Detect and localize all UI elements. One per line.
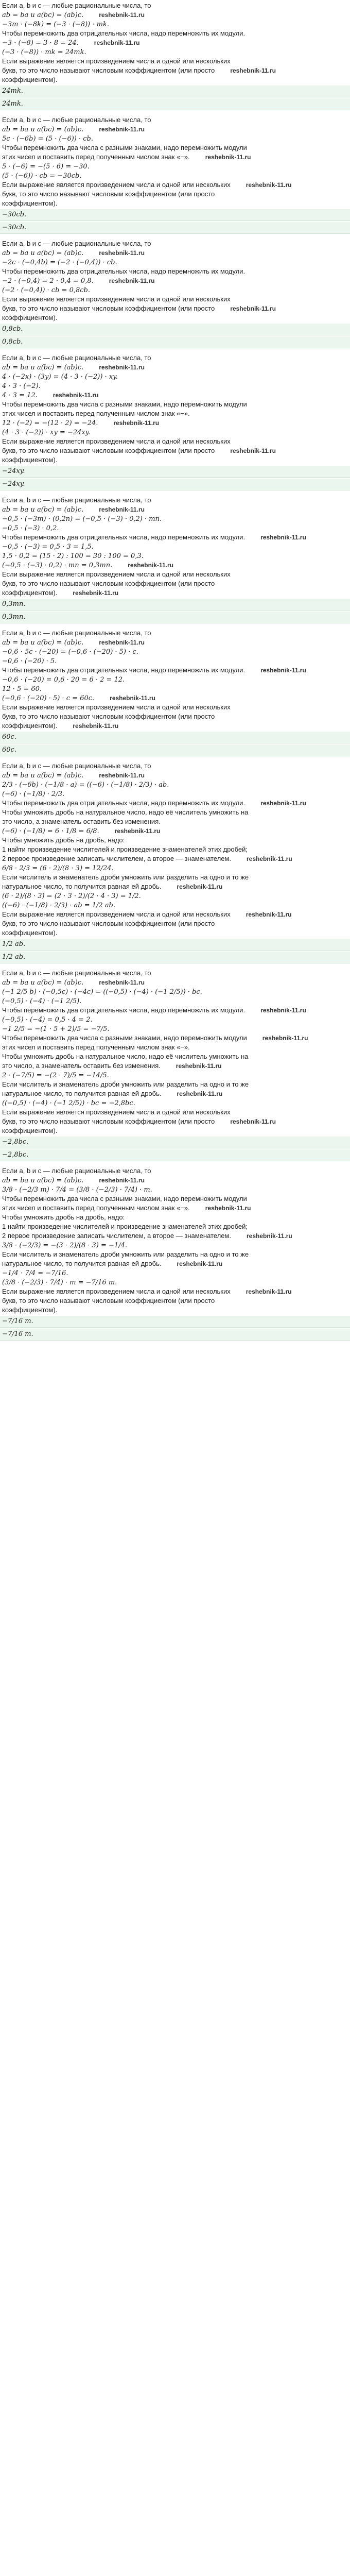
line-text: Если выражение является произведением числа и одной или нескольких <box>2 57 231 65</box>
answer-band: 60c. <box>0 744 350 756</box>
solution-line <box>2 693 348 703</box>
watermark: reshebnik-11.ru <box>260 667 306 674</box>
solution-line <box>2 1213 348 1222</box>
solution-line <box>2 1241 348 1250</box>
solution-line <box>2 629 348 638</box>
watermark: reshebnik-11.ru <box>230 447 276 454</box>
line-text: Если a, b и c — любые рациональные числа, то <box>2 969 151 977</box>
solution-block <box>2 629 348 761</box>
watermark: reshebnik-11.ru <box>246 1288 292 1295</box>
solution-line <box>2 703 348 712</box>
line-text: (−2 · (−0,4)) · cb = 0,8cb. <box>2 286 90 294</box>
solution-line <box>2 570 348 579</box>
line-text: (4 · 3 · (−2)) · xy = −24xy. <box>2 429 91 436</box>
line-text: (−0,5 · (−3) · 0,2) · mn = 0,3mn. <box>2 562 113 569</box>
line-text: Если выражение является произведением числа и одной или нескольких <box>2 1287 231 1295</box>
solution-line <box>2 47 348 57</box>
line-text: 3/8 · (−2/3 m) · 7/4 = (3/8 · (−2/3) · 7/4) · m. <box>2 1186 152 1194</box>
line-text: ab = ba и a(bc) = (ab)c. <box>2 1177 84 1184</box>
line-text: Чтобы умножить дробь на дробь, надо: <box>2 836 125 844</box>
line-text: ab = ba и a(bc) = (ab)c. <box>2 979 84 987</box>
watermark: reshebnik-11.ru <box>99 249 145 257</box>
solution-line <box>2 1166 348 1176</box>
watermark: reshebnik-11.ru <box>99 772 145 779</box>
solution-line <box>2 808 348 817</box>
line-text: букв, то это число называют числовым коэффициентом (или просто <box>2 920 215 927</box>
line-text: букв, то это число называют числовым коэффициентом (или просто <box>2 1297 215 1304</box>
line-text: Чтобы перемножить два отрицательных числа, надо перемножить их модули. <box>2 267 246 275</box>
solution-line <box>2 267 348 276</box>
watermark: reshebnik-11.ru <box>246 1232 292 1240</box>
solution-line <box>2 57 348 66</box>
solution-line <box>2 1306 348 1315</box>
solution-line <box>2 1204 348 1213</box>
solution-line <box>2 666 348 675</box>
solution-line <box>2 1071 348 1080</box>
solution-line <box>2 171 348 180</box>
line-text: Чтобы перемножить два отрицательных числа, надо перемножить их модули. <box>2 666 246 674</box>
line-text: −1 2/5 = −(1 · 5 + 2)/5 = −7/5. <box>2 1025 110 1033</box>
answer-band: 1/2 ab. <box>0 952 350 963</box>
watermark: reshebnik-11.ru <box>73 589 119 597</box>
line-text: 1 найти произведение числителей и произведение знаменателей этих дробей; <box>2 1223 248 1230</box>
solution-line <box>2 1231 348 1241</box>
solution-line <box>2 1194 348 1204</box>
watermark: reshebnik-11.ru <box>260 1007 306 1014</box>
solution-line <box>2 363 348 372</box>
line-text: −0,6 · (−20) · 5. <box>2 657 57 665</box>
answer-band: −7/16 m. <box>0 1316 350 1328</box>
solution-line <box>2 561 348 570</box>
line-text: 5 · (−6) = −(5 · 6) = −30. <box>2 163 90 171</box>
solution-line <box>2 910 348 919</box>
line-text: коэффициентом). <box>2 722 58 730</box>
watermark: reshebnik-11.ru <box>205 1205 251 1212</box>
line-text: Чтобы умножить дробь на дробь, надо: <box>2 1213 125 1221</box>
solution-line <box>2 1052 348 1061</box>
watermark: reshebnik-11.ru <box>99 506 145 513</box>
line-text: 12 · 5 = 60. <box>2 685 42 693</box>
solution-line <box>2 239 348 248</box>
watermark: reshebnik-11.ru <box>110 694 155 702</box>
solution-line <box>2 799 348 808</box>
line-text: это число, а знаменатель оставить без изменения. <box>2 818 161 825</box>
line-text: 4 · (−2x) · (3y) = (4 · 3 · (−2)) · xy. <box>2 373 118 381</box>
solution-block <box>2 115 348 239</box>
solution-line <box>2 199 348 208</box>
watermark: reshebnik-11.ru <box>113 419 160 427</box>
solution-block <box>2 1 348 115</box>
solution-line <box>2 134 348 143</box>
solution-line <box>2 1222 348 1231</box>
answer-band: 0,8cb. <box>0 336 350 348</box>
line-text: натуральное число, то получится равная ей дробь. <box>2 883 162 890</box>
line-text: (6 · 2)/(8 · 3) = (2 · 3 · 2)/(2 · 4 · 3) = 1/2. <box>2 892 141 900</box>
solution-line <box>2 295 348 304</box>
solution-line <box>2 638 348 647</box>
line-text: ab = ba и a(bc) = (ab)c. <box>2 126 84 133</box>
answer-band: −24xy. <box>0 466 350 478</box>
line-text: 3/8 · (−2/3) = −(3 · 2)/(8 · 3) = −1/4. <box>2 1242 127 1249</box>
watermark: reshebnik-11.ru <box>177 1260 223 1267</box>
solution-line <box>2 675 348 684</box>
line-text: букв, то это число называют числовым коэффициентом (или просто <box>2 1117 215 1125</box>
line-text: 2/3 · (−6b) · (−1/8 · a) = ((−6) · (−1/8) · 2/3) · ab. <box>2 781 169 789</box>
watermark: reshebnik-11.ru <box>99 126 145 133</box>
solution-line <box>2 523 348 533</box>
solution-line <box>2 647 348 656</box>
solution-line <box>2 1117 348 1126</box>
solution-line <box>2 400 348 409</box>
line-text: 4 · 3 = 12. <box>2 392 38 399</box>
answer-band: 0,3mn. <box>0 599 350 611</box>
line-text: (3/8 · (−2/3) · 7/4) · m = −7/16 m. <box>2 1279 117 1286</box>
answer-band: 0,3mn. <box>0 612 350 623</box>
watermark: reshebnik-11.ru <box>73 722 119 730</box>
line-text: Чтобы умножить дробь на натуральное число, надо её числитель умножить на <box>2 1053 249 1060</box>
line-text: Если числитель и знаменатель дроби умножить или разделить на одно и то же <box>2 1250 249 1258</box>
watermark: reshebnik-11.ru <box>246 181 292 189</box>
line-text: коэффициентом). <box>2 589 58 597</box>
solution-line <box>2 542 348 551</box>
solution-block <box>2 496 348 629</box>
line-text: коэффициентом). <box>2 1306 58 1314</box>
solution-line <box>2 66 348 75</box>
line-text: Если выражение является произведением числа и одной или нескольких <box>2 703 231 711</box>
line-text: (−6) · (−1/8) · 2/3. <box>2 790 65 798</box>
solution-line <box>2 276 348 285</box>
solution-line <box>2 409 348 418</box>
answer-band: −30cb. <box>0 222 350 234</box>
solution-line <box>2 162 348 171</box>
line-text: −2 · (−0,4) = 2 · 0,4 = 0,8. <box>2 277 94 285</box>
watermark: reshebnik-11.ru <box>260 534 306 541</box>
solution-line <box>2 29 348 38</box>
line-text: Чтобы умножить дробь на натуральное число, надо её числитель умножить на <box>2 808 249 816</box>
solution-line <box>2 313 348 323</box>
solution-line <box>2 455 348 465</box>
solution-line <box>2 1098 348 1108</box>
line-text: Если a, b и c — любые рациональные числа, то <box>2 1167 151 1175</box>
solution-line <box>2 1043 348 1052</box>
line-text: натуральное число, то получится равная ей дробь. <box>2 1260 162 1267</box>
solution-line <box>2 353 348 363</box>
answer-band: 1/2 ab. <box>0 939 350 951</box>
solution-line <box>2 20 348 29</box>
watermark: reshebnik-11.ru <box>99 979 145 986</box>
solution-line <box>2 1250 348 1259</box>
watermark: reshebnik-11.ru <box>94 39 140 46</box>
answer-band: −2,8bc. <box>0 1149 350 1161</box>
solution-block <box>2 353 348 496</box>
line-text: (−1 2/5 b) · (−0,5c) · (−4c) = ((−0,5) · (−4) · (−1 2/5)) · bc. <box>2 988 202 996</box>
answer-band: −24xy. <box>0 479 350 490</box>
solution-line <box>2 987 348 996</box>
line-text: (−0,6 · (−20) · 5) · c = 60c. <box>2 694 95 702</box>
line-text: Чтобы перемножить два числа с разными знаками, надо перемножить модули <box>2 400 247 408</box>
solution-block <box>2 969 348 1166</box>
solution-line <box>2 258 348 267</box>
solution-line <box>2 372 348 381</box>
line-text: (5 · (−6)) · cb = −30cb. <box>2 172 82 180</box>
answer-band: 0,8cb. <box>0 324 350 335</box>
solution-line <box>2 928 348 938</box>
solution-line <box>2 845 348 854</box>
solution-line <box>2 836 348 845</box>
line-text: ((−0,5) · (−4) · (−1 2/5)) · bc = −2,8bc. <box>2 1099 135 1107</box>
solution-line <box>2 1287 348 1296</box>
line-text: 1,5 · 0,2 = (15 · 2) : 100 = 30 : 100 = 0,3. <box>2 552 144 560</box>
solution-line <box>2 115 348 125</box>
solution-line <box>2 1296 348 1306</box>
line-text: Если выражение является произведением числа и одной или нескольких <box>2 181 231 189</box>
solution-line <box>2 180 348 190</box>
watermark: reshebnik-11.ru <box>99 11 145 19</box>
line-text: −2c · (−0,4b) = (−2 · (−0,4)) · cb. <box>2 259 117 266</box>
solution-line <box>2 285 348 295</box>
solution-line <box>2 1126 348 1136</box>
solution-line <box>2 428 348 437</box>
solution-line <box>2 190 348 199</box>
line-text: 1 найти произведение числителей и произведение знаменателей этих дробей; <box>2 845 248 853</box>
solution-line <box>2 533 348 542</box>
line-text: Чтобы перемножить два отрицательных числа, надо перемножить их модули. <box>2 1006 246 1014</box>
solution-line <box>2 817 348 826</box>
solution-line <box>2 152 348 162</box>
line-text: Если выражение является произведением числа и одной или нескольких <box>2 910 231 918</box>
line-text: 4 · 3 · (−2). <box>2 382 41 390</box>
solution-line <box>2 1176 348 1185</box>
solution-line <box>2 551 348 561</box>
line-text: Чтобы перемножить два числа с разными знаками, надо перемножить модули <box>2 1034 247 1042</box>
line-text: 2 · (−7/5) = −(2 · 7)/5 = −14/5. <box>2 1072 109 1079</box>
line-text: 12 · (−2) = −(12 · 2) = −24. <box>2 419 98 427</box>
line-text: коэффициентом). <box>2 76 58 83</box>
line-text: букв, то это число называют числовым коэффициентом (или просто <box>2 190 215 198</box>
solution-line <box>2 1033 348 1043</box>
line-text: ab = ba и a(bc) = (ab)c. <box>2 11 84 19</box>
solution-line <box>2 721 348 731</box>
solution-line <box>2 125 348 134</box>
line-text: −0,5 · (−3m) · (0,2n) = (−0,5 · (−3) · 0,2) · mn. <box>2 515 162 523</box>
watermark: reshebnik-11.ru <box>246 855 292 862</box>
line-text: (−3 · (−8)) · mk = 24mk. <box>2 48 86 56</box>
line-text: Если a, b и c — любые рациональные числа, то <box>2 354 151 362</box>
solution-line <box>2 969 348 978</box>
solution-line <box>2 656 348 666</box>
line-text: (−6) · (−1/8) = 6 · 1/8 = 6/8. <box>2 827 99 835</box>
line-text: Если a, b и c — любые рациональные числа, то <box>2 116 151 124</box>
solution-line <box>2 771 348 780</box>
solution-block <box>2 239 348 353</box>
watermark: reshebnik-11.ru <box>52 392 99 399</box>
solution-line <box>2 304 348 313</box>
line-text: Чтобы перемножить два отрицательных числа, надо перемножить их модули. <box>2 533 246 541</box>
watermark: reshebnik-11.ru <box>176 1062 222 1070</box>
watermark: reshebnik-11.ru <box>262 1035 308 1042</box>
answer-band: −7/16 m. <box>0 1329 350 1341</box>
solution-line <box>2 919 348 928</box>
solution-line <box>2 1015 348 1024</box>
line-text: коэффициентом). <box>2 199 58 207</box>
solution-line <box>2 38 348 47</box>
watermark: reshebnik-11.ru <box>99 639 145 646</box>
line-text: Чтобы перемножить два числа с разными знаками, надо перемножить модули <box>2 144 247 151</box>
line-text: букв, то это число называют числовым коэффициентом (или просто <box>2 713 215 720</box>
answer-band: −30cb. <box>0 209 350 221</box>
watermark: reshebnik-11.ru <box>246 911 292 918</box>
solution-line <box>2 248 348 258</box>
solution-line <box>2 789 348 799</box>
solution-line <box>2 863 348 873</box>
line-text: ab = ba и a(bc) = (ab)c. <box>2 364 84 371</box>
watermark: reshebnik-11.ru <box>114 827 161 835</box>
line-text: 2 первое произведение записать числителем, а второе — знаменателем. <box>2 855 231 862</box>
solution-line <box>2 381 348 391</box>
line-text: −0,5 · (−3) = 0,5 · 3 = 1,5. <box>2 543 94 551</box>
watermark: reshebnik-11.ru <box>230 305 276 312</box>
watermark: reshebnik-11.ru <box>99 1177 145 1184</box>
solution-line <box>2 873 348 882</box>
line-text: −0,6 · 5c · (−20) = (−0,6 · (−20) · 5) · c. <box>2 648 138 656</box>
answer-band: 24mk. <box>0 98 350 110</box>
solution-block <box>2 1166 348 1346</box>
watermark: reshebnik-11.ru <box>128 562 173 569</box>
line-text: −3 · (−8) = 3 · 8 = 24. <box>2 39 79 47</box>
solution-line <box>2 446 348 455</box>
solution-line <box>2 1259 348 1268</box>
line-text: −1/4 · 7/4 = −7/16. <box>2 1269 68 1277</box>
line-text: ab = ba и a(bc) = (ab)c. <box>2 506 84 514</box>
line-text: этих чисел и поставить перед полученным числом знак «−». <box>2 153 190 161</box>
solution-line <box>2 1024 348 1033</box>
line-text: букв, то это число называют числовым коэффициентом (или просто <box>2 580 215 587</box>
line-text: коэффициентом). <box>2 929 58 937</box>
line-text: Если выражение является произведением числа и одной или нескольких <box>2 1108 231 1116</box>
line-text: букв, то это число называют числовым коэффициентом (или просто <box>2 304 215 312</box>
line-text: 2 первое произведение записать числителем, а второе — знаменателем. <box>2 1232 231 1240</box>
line-text: −0,5 · (−3) · 0,2. <box>2 524 59 532</box>
watermark: reshebnik-11.ru <box>177 1090 223 1097</box>
solution-line <box>2 514 348 523</box>
line-text: Если a, b и c — любые рациональные числа, то <box>2 762 151 770</box>
solution-line <box>2 391 348 400</box>
answer-band: 60c. <box>0 732 350 743</box>
solution-line <box>2 1061 348 1071</box>
solution-line <box>2 1 348 10</box>
solution-line <box>2 684 348 693</box>
solution-line <box>2 418 348 428</box>
line-text: натуральное число, то получится равная ей дробь. <box>2 1090 162 1097</box>
line-text: 6/8 · 2/3 = (6 · 2)/(8 · 3) = 12/24. <box>2 865 114 872</box>
answer-band: −2,8bc. <box>0 1137 350 1148</box>
line-text: Если числитель и знаменатель дроби умножить или разделить на одно и то же <box>2 1080 249 1088</box>
solution-line <box>2 10 348 20</box>
solution-line <box>2 588 348 598</box>
watermark: reshebnik-11.ru <box>205 154 251 161</box>
line-text: 5c · (−6b) = (5 · (−6)) · cb. <box>2 135 93 143</box>
line-text: Если выражение является произведением числа и одной или нескольких <box>2 437 231 445</box>
line-text: (−0,5) · (−4) · (−1 2/5). <box>2 997 82 1005</box>
solution-line <box>2 854 348 863</box>
watermark: reshebnik-11.ru <box>260 800 306 807</box>
solution-line <box>2 1108 348 1117</box>
line-text: −3m · (−8k) = (−3 · (−8)) · mk. <box>2 21 109 28</box>
solution-line <box>2 1278 348 1287</box>
line-text: Если a, b и c — любые рациональные числа, то <box>2 2 151 9</box>
solution-line <box>2 1089 348 1098</box>
line-text: −0,6 · (−20) = 0,6 · 20 = 6 · 2 = 12. <box>2 676 125 684</box>
watermark: reshebnik-11.ru <box>230 1118 276 1125</box>
line-text: ab = ba и a(bc) = (ab)c. <box>2 772 84 779</box>
solution-line <box>2 579 348 588</box>
answer-band: 24mk. <box>0 86 350 97</box>
line-text: Если a, b и c — любые рациональные числа, то <box>2 240 151 247</box>
solution-line <box>2 1268 348 1278</box>
solution-line <box>2 496 348 505</box>
solution-line <box>2 75 348 84</box>
solution-line <box>2 505 348 514</box>
line-text: ab = ba и a(bc) = (ab)c. <box>2 639 84 647</box>
line-text: Если выражение является произведением числа и одной или нескольких <box>2 295 231 303</box>
line-text: этих чисел и поставить перед полученным числом знак «−». <box>2 410 190 417</box>
solution-line <box>2 978 348 987</box>
line-text: Чтобы перемножить два отрицательных числа, надо перемножить их модули. <box>2 29 246 37</box>
solution-line <box>2 780 348 789</box>
line-text: это число, а знаменатель оставить без изменения. <box>2 1062 161 1070</box>
line-text: этих чисел и поставить перед полученным числом знак «−». <box>2 1204 190 1212</box>
watermark: reshebnik-11.ru <box>177 883 223 890</box>
line-text: ab = ba и a(bc) = (ab)c. <box>2 249 84 257</box>
watermark: reshebnik-11.ru <box>99 364 145 371</box>
solution-line <box>2 1080 348 1089</box>
line-text: Чтобы перемножить два отрицательных числа, надо перемножить их модули. <box>2 799 246 807</box>
line-text: коэффициентом). <box>2 456 58 464</box>
solution-line <box>2 996 348 1006</box>
line-text: ((−6) · (−1/8) · 2/3) · ab = 1/2 ab. <box>2 902 116 909</box>
solution-line <box>2 761 348 771</box>
line-text: Если a, b и c — любые рациональные числа, то <box>2 496 151 504</box>
solution-line <box>2 882 348 891</box>
line-text: Если числитель и знаменатель дроби умножить или разделить на одно и то же <box>2 873 249 881</box>
line-text: Чтобы перемножить два числа с разными знаками, надо перемножить модули <box>2 1195 247 1202</box>
solution-line <box>2 1006 348 1015</box>
line-text: букв, то это число называют числовым коэффициентом (или просто <box>2 447 215 454</box>
solution-line <box>2 712 348 721</box>
solution-line <box>2 826 348 836</box>
line-text: букв, то это число называют числовым коэффициентом (или просто <box>2 66 215 74</box>
solution-block <box>2 761 348 969</box>
line-text: (−0,5) · (−4) = 0,5 · 4 = 2. <box>2 1016 93 1024</box>
line-text: Если a, b и c — любые рациональные числа, то <box>2 629 151 637</box>
solution-line <box>2 891 348 901</box>
line-text: коэффициентом). <box>2 314 58 321</box>
solution-line <box>2 901 348 910</box>
watermark: reshebnik-11.ru <box>109 277 155 284</box>
line-text: Если выражение является произведением числа и одной или нескольких <box>2 570 231 578</box>
watermark: reshebnik-11.ru <box>230 67 276 74</box>
line-text: коэффициентом). <box>2 1127 58 1134</box>
line-text: этих чисел и поставить перед полученным числом знак «−». <box>2 1043 190 1051</box>
solution-line <box>2 437 348 446</box>
solution-line <box>2 1185 348 1194</box>
solution-line <box>2 143 348 152</box>
